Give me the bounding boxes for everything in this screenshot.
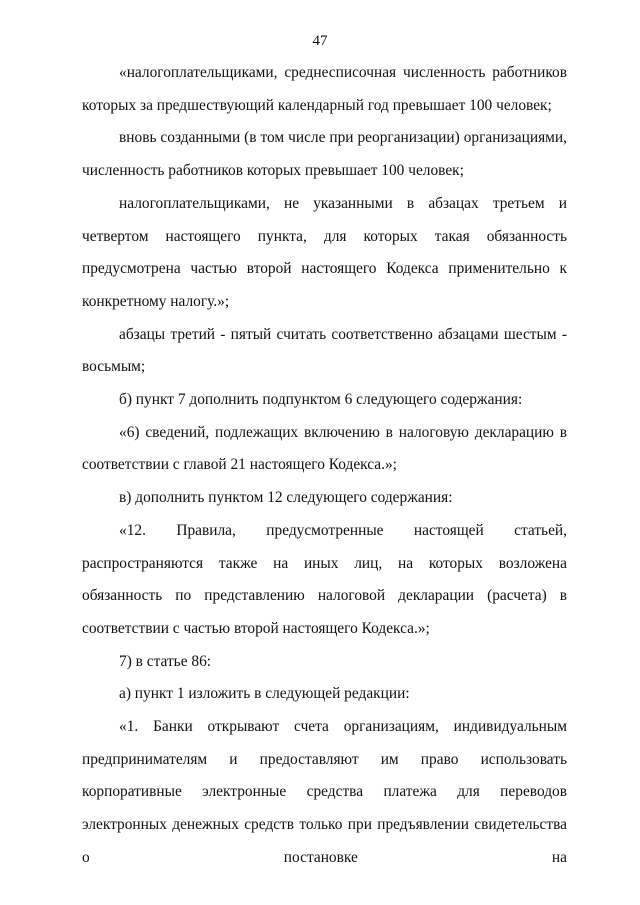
paragraph-2: вновь созданными (в том числе при реорганизации) организациями, численность работников которых превышает 100 человек; [82,129,567,180]
paragraph-11: «1. Банки открывают счета организациям, индивидуальным предпринимателям и предоставляют им право использовать корпоративные электронные средства платежа для переводов электронных денежных средств только при предъявлении свидетельства о постановке на [82,718,567,866]
paragraph-10: а) пункт 1 изложить в следующей редакции: [119,685,410,703]
paragraph-8: «12. Правила, предусмотренные настоящей статьей, распространяются также на иных лиц, на которых возложена обязанность по представлению налоговой декларации (расчета) в соответствии с частью второй настоящего Кодекса.»; [82,521,567,637]
paragraph-7: в) дополнить пунктом 12 следующего содержания: [119,489,453,507]
paragraph-5: б) пункт 7 дополнить подпунктом 6 следующего содержания: [119,391,523,409]
paragraph-3: налогоплательщиками, не указанными в абзацах третьем и четвертом настоящего пункта, для которых такая обязанность предусмотрена частью второй настоящего Кодекса применительно к конкретному налогу.»; [82,194,567,310]
paragraph-4: абзацы третий - пятый считать соответственно абзацами шестым - восьмым; [82,325,567,376]
paragraph-6: «6) сведений, подлежащих включению в налоговую декларацию в соответствии с главой 21 настоящего Кодекса.»; [82,423,567,474]
page-number: 47 [312,33,328,49]
paragraph-1: «налогоплательщиками, среднесписочная численность работников которых за предшествующий календарный год превышает 100 человек; [82,64,567,114]
document-body [82,57,567,875]
paragraph-9: 7) в статье 86: [119,652,212,670]
